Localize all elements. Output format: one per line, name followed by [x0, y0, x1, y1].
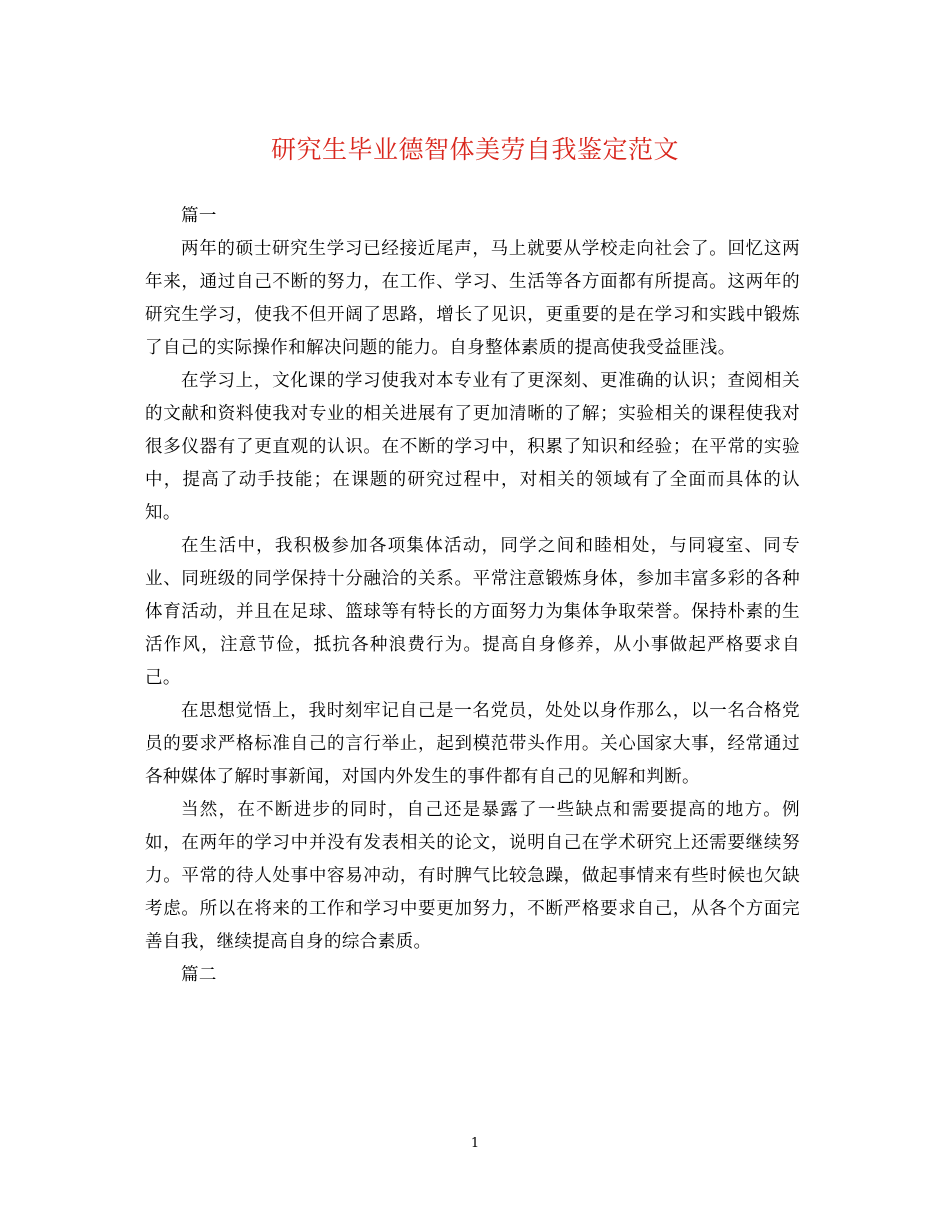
section-heading-1: 篇一 [181, 206, 217, 226]
document-title: 研究生毕业德智体美劳自我鉴定范文 [270, 135, 679, 164]
body-paragraph: 当然，在不断进步的同时，自己还是暴露了一些缺点和需要提高的地方。例如，在两年的学习中并没有发表相关的论文，说明自己在学术研究上还需要继续努力。平常的待人处事中容易冲动，有时脾气比较急躁，做起事情来有些时候也欠缺考虑。所以在将来的工作和学习中要更加努力，不断严格要求自己，从各个方面完善自我，继续提高自身的综合素质。 [145, 800, 800, 952]
body-paragraph: 在学习上，文化课的学习使我对本专业有了更深刻、更准确的认识；查阅相关的文献和资料使我对专业的相关进展有了更加清晰的了解；实验相关的课程使我对很多仪器有了更直观的认识。在不断的学习中，积累了知识和经验；在平常的实验中，提高了动手技能；在课题的研究过程中，对相关的领域有了全面而具体的认知。 [145, 371, 800, 523]
body-paragraph: 两年的硕士研究生学习已经接近尾声，马上就要从学校走向社会了。回忆这两年来，通过自己不断的努力，在工作、学习、生活等各方面都有所提高。这两年的研究生学习，使我不但开阔了思路，增长了见识，更重要的是在学习和实践中锻炼了自己的实际操作和解决问题的能力。自身整体素质的提高使我受益匪浅。 [145, 239, 800, 358]
body-paragraph: 在生活中，我积极参加各项集体活动，同学之间和睦相处，与同寝室、同专业、同班级的同学保持十分融洽的关系。平常注意锻炼身体，参加丰富多彩的各种体育活动，并且在足球、篮球等有特长的方面努力为集体争取荣誉。保持朴素的生活作风，注意节俭，抵抗各种浪费行为。提高自身修养，从小事做起严格要求自己。 [145, 536, 800, 688]
page-number: 1 [470, 1136, 480, 1151]
section-heading-2: 篇二 [181, 965, 217, 985]
document-body [145, 200, 800, 992]
body-paragraph: 在思想觉悟上，我时刻牢记自己是一名党员，处处以身作那么，以一名合格党员的要求严格标准自己的言行举止，起到模范带头作用。关心国家大事，经常通过各种媒体了解时事新闻，对国内外发生的事件都有自己的见解和判断。 [145, 701, 800, 787]
